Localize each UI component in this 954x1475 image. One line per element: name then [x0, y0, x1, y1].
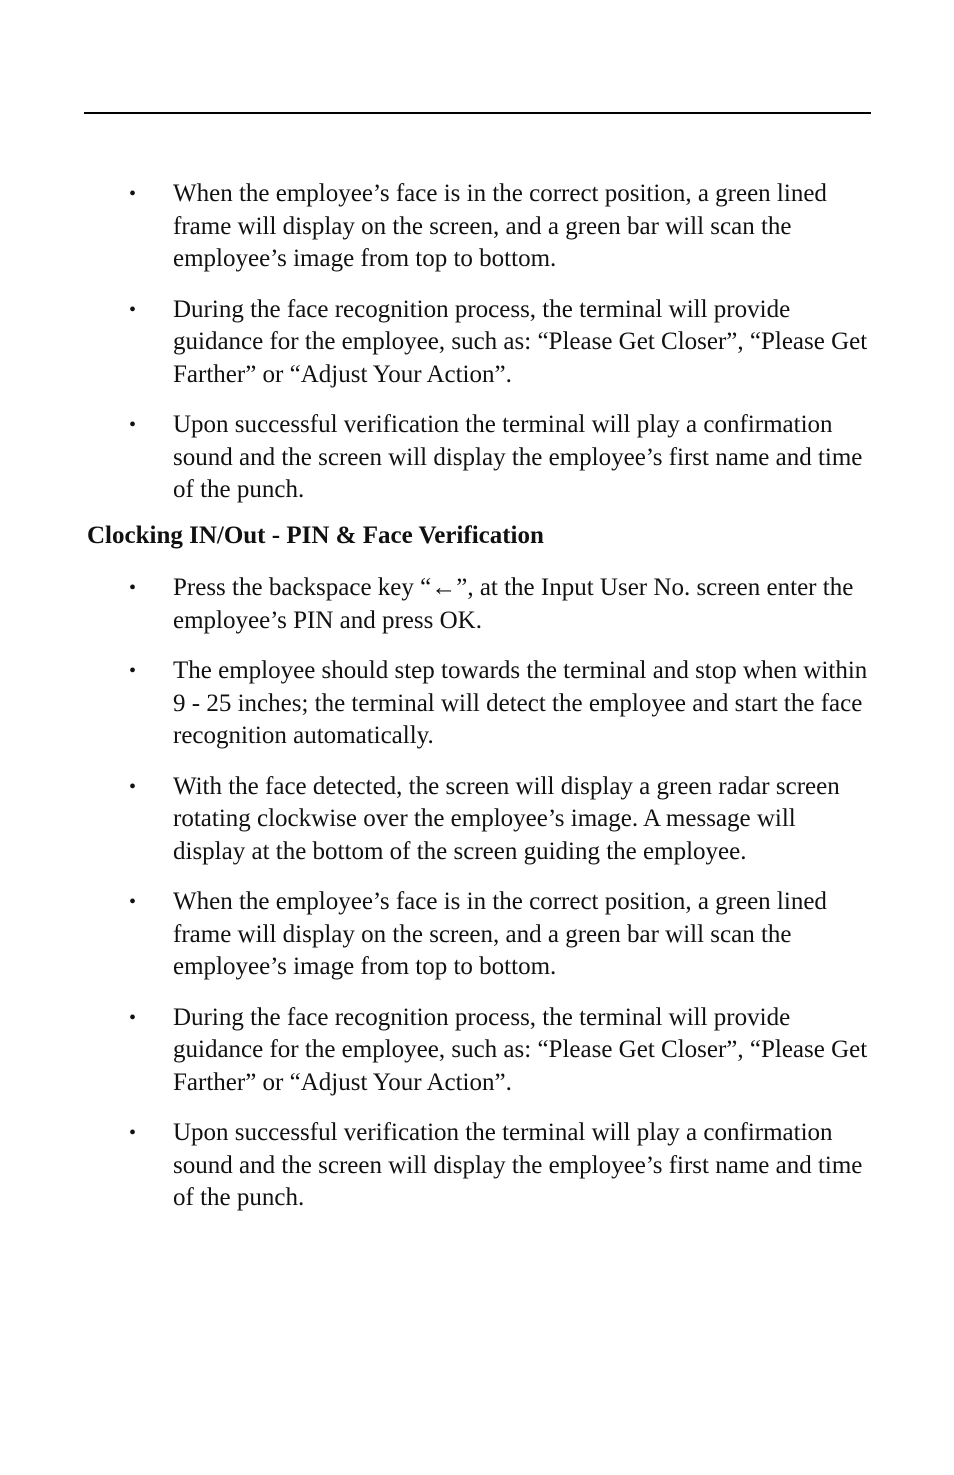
bullet-icon: • — [129, 660, 137, 682]
list-item-text: The employee should step towards the terminal and stop when within 9 - 25 inches; the terminal will detect the employee and start the face recognition automatically. — [173, 657, 868, 749]
list-item — [0, 572, 954, 637]
bullet-icon: • — [129, 577, 137, 599]
list-item-text: Upon successful verification the terminal will play a confirmation sound and the screen will display the employee’s first name and time of the punch. — [173, 411, 863, 503]
list-item — [0, 1117, 954, 1215]
list-item — [0, 178, 954, 276]
bullet-icon: • — [129, 414, 137, 436]
list-item-text: With the face detected, the screen will display a green radar screen rotating clockwise over the employee’s image. A message will display at the bottom of the screen guiding the employee. — [173, 772, 840, 865]
bullet-icon: • — [129, 775, 137, 798]
bullet-icon: • — [129, 1006, 137, 1029]
bullet-list-pin-face — [0, 572, 954, 1215]
list-item — [0, 771, 954, 869]
bullet-list-top — [0, 178, 954, 507]
list-item-text: During the face recognition process, the terminal will provide guidance for the employee, such as: “Please Get Closer”, “Please Get Farther” or “Adjust Your Action”. — [173, 295, 868, 388]
list-item — [0, 655, 954, 753]
header-rule — [84, 112, 871, 114]
section-heading: Clocking IN/Out - PIN & Face Verification — [87, 522, 544, 549]
list-item — [0, 1002, 954, 1100]
list-item — [0, 294, 954, 392]
list-item — [0, 409, 954, 507]
bullet-icon: • — [129, 183, 137, 205]
list-item-text: Upon successful verification the terminal will play a confirmation sound and the screen will display the employee’s first name and time of the punch. — [173, 1119, 863, 1211]
list-item-text: When the employee’s face is in the correct position, a green lined frame will display on the screen, and a green bar will scan the employee’s image from top to bottom. — [173, 888, 827, 980]
list-item-text: During the face recognition process, the terminal will provide guidance for the employee, such as: “Please Get Closer”, “Please Get Farther” or “Adjust Your Action”. — [173, 1003, 868, 1096]
bullet-icon: • — [129, 1122, 137, 1144]
list-item — [0, 886, 954, 984]
list-item-text: When the employee’s face is in the correct position, a green lined frame will display on the screen, and a green bar will scan the employee’s image from top to bottom. — [173, 180, 827, 272]
list-item-text: Press the backspace key “←”, at the Input User No. screen enter the employee’s PIN and press OK. — [173, 574, 854, 634]
bullet-icon: • — [129, 298, 137, 321]
bullet-icon: • — [129, 891, 137, 913]
